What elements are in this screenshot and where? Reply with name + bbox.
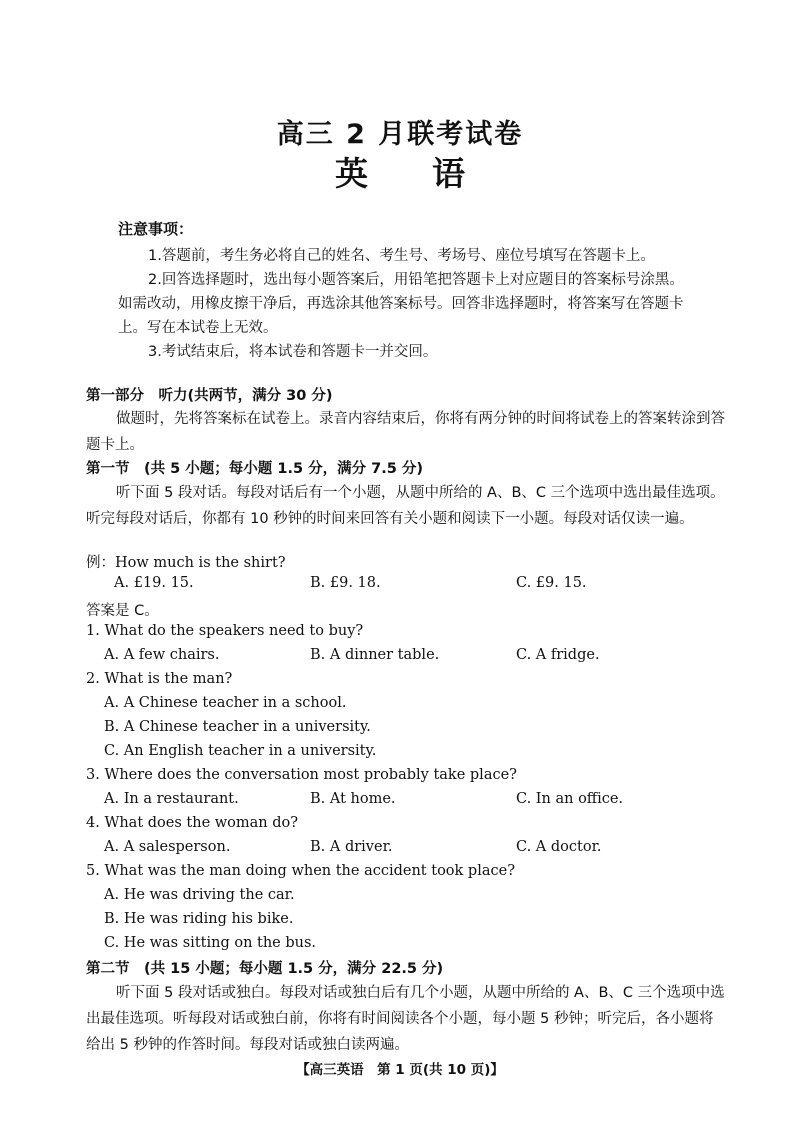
q3-option-a: A. In a restaurant. xyxy=(104,791,239,807)
subject-title xyxy=(0,148,800,195)
notice-item-3: 3.考试结束后，将本试卷和答题卡一并交回。 xyxy=(148,344,438,360)
question-5: 5. What was the man doing when the accident took place? xyxy=(86,863,515,879)
example-question: 例：How much is the shirt? xyxy=(86,555,286,571)
notice-item-1: 1.答题前，考生务必将自己的姓名、考生号、考场号、座位号填写在答题卡上。 xyxy=(148,248,655,264)
example-option-c: C. £9. 15. xyxy=(516,575,587,591)
question-2: 2. What is the man? xyxy=(86,671,233,687)
notice-list xyxy=(118,244,693,364)
subject-char-2: 语 xyxy=(432,154,465,193)
q1-option-b: B. A dinner table. xyxy=(310,647,440,663)
q5-option-b: B. He was riding his bike. xyxy=(104,911,294,927)
q5-option-a: A. He was driving the car. xyxy=(104,887,295,903)
part1-intro: 做题时，先将答案标在试卷上。录音内容结束后，你将有两分钟的时间将试卷上的答案转涂到答题卡上。 xyxy=(86,411,725,453)
q2-option-a: A. A Chinese teacher in a school. xyxy=(104,695,347,711)
part1-heading: 第一部分 听力(共两节，满分 30 分) xyxy=(86,388,333,404)
section2-heading: 第二节 (共 15 小题；每小题 1.5 分，满分 22.5 分) xyxy=(86,961,444,977)
example-answer: 答案是 C。 xyxy=(86,603,159,619)
notice-item-2: 2.回答选择题时，选出每小题答案后，用铅笔把答题卡上对应题目的答案标号涂黑。如需改动，用橡皮擦干净后，再选涂其他答案标号。回答非选择题时，将答案写在答题卡上。写在本试卷上无效。 xyxy=(118,272,684,336)
q2-option-b: B. A Chinese teacher in a university. xyxy=(104,719,371,735)
question-4: 4. What does the woman do? xyxy=(86,815,299,831)
q4-option-c: C. A doctor. xyxy=(516,839,602,855)
page-footer: 【高三英语 第 1 页(共 10 页)】 xyxy=(296,1062,504,1078)
q4-option-b: B. A driver. xyxy=(310,839,393,855)
q3-option-b: B. At home. xyxy=(310,791,396,807)
subject-char-1: 英 xyxy=(335,154,368,193)
q1-option-c: C. A fridge. xyxy=(516,647,600,663)
q2-option-c: C. An English teacher in a university. xyxy=(104,743,377,759)
question-1: 1. What do the speakers need to buy? xyxy=(86,623,364,639)
exam-title: 高三 2 月联考试卷 xyxy=(276,119,524,150)
q5-option-c: C. He was sitting on the bus. xyxy=(104,935,317,951)
section1-intro: 听下面 5 段对话。每段对话后有一个小题，从题中所给的 A、B、C 三个选项中选出最佳选项。听完每段对话后，你都有 10 秒钟的时间来回答有关小题和阅读下一小题。每段对话仅读一遍。 xyxy=(86,485,725,527)
q3-option-c: C. In an office. xyxy=(516,791,624,807)
section2-intro: 听下面 5 段对话或独白。每段对话或独白后有几个小题，从题中所给的 A、B、C 三个选项中选出最佳选项。听每段对话或独白前，你将有时间阅读各个小题，每小题 5 秒钟；听完后，各小题将给出 5 秒钟的作答时间。每段对话或独白读两遍。 xyxy=(86,985,725,1053)
q4-option-a: A. A salesperson. xyxy=(104,839,231,855)
q1-option-a: A. A few chairs. xyxy=(104,647,220,663)
example-option-a: A. £19. 15. xyxy=(114,575,194,591)
question-3: 3. Where does the conversation most probably take place? xyxy=(86,767,517,783)
example-option-b: B. £9. 18. xyxy=(310,575,381,591)
section1-heading: 第一节 (共 5 小题；每小题 1.5 分，满分 7.5 分) xyxy=(86,461,424,477)
notice-heading: 注意事项： xyxy=(118,220,194,238)
